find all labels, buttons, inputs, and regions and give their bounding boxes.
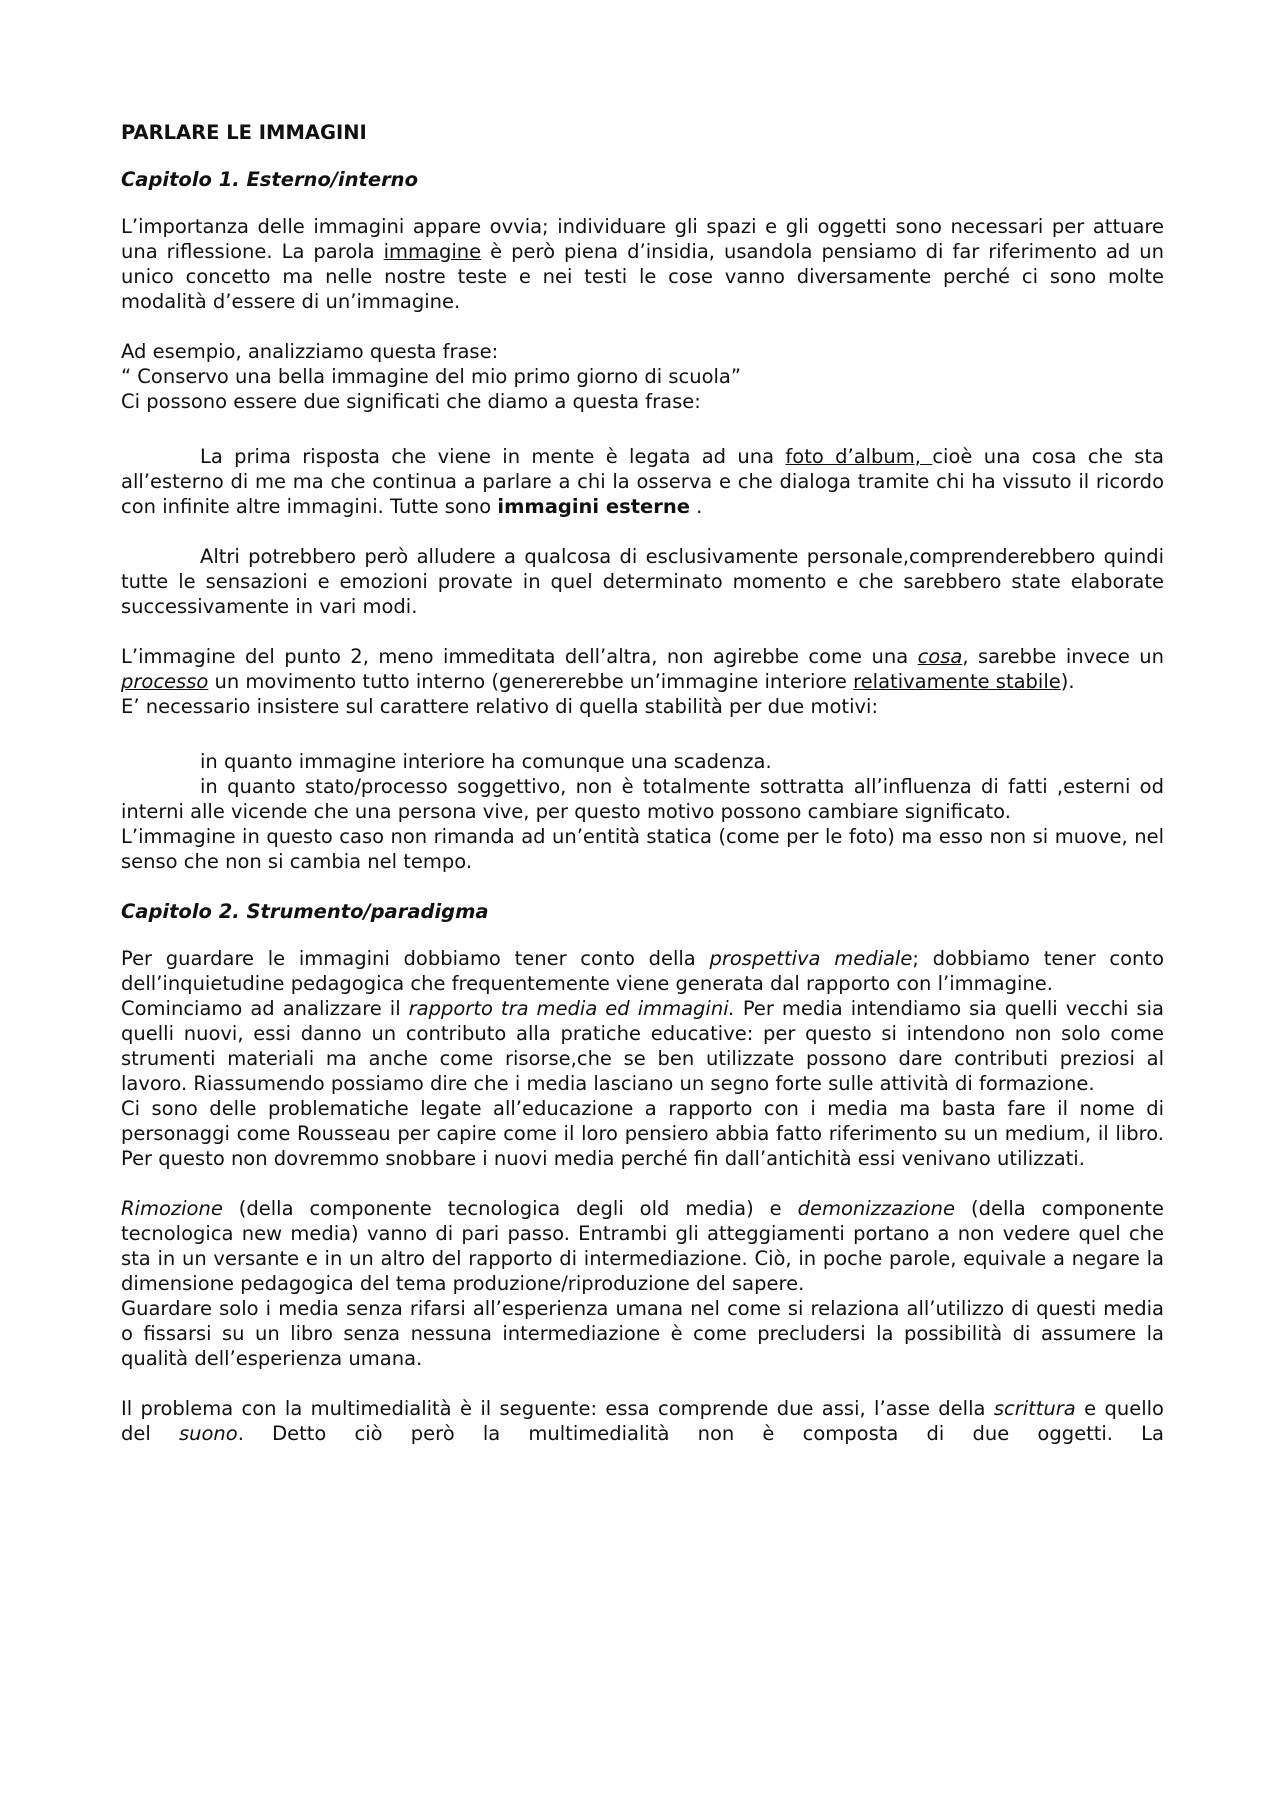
list-item: in quanto immagine interiore ha comunque una scadenza. — [200, 750, 772, 773]
list-item: in quanto stato/processo soggettivo, non è totalmente sottratta all’influenza di fatti ,esterni od interni alle vicende che una persona vive, per questo motivo possono cambiare significato. — [121, 775, 1164, 823]
paragraph: L’importanza delle immagini appare ovvia; individuare gli spazi e gli oggetti sono necessari per attuare una riflessione. La parola immagine è però piena d’insidia, usandola pensiamo di far riferimento ad un unico concetto ma nelle nostre teste e nei testi le cose vanno diversamente perché ci sono molte modalità d’essere di un’immagine. — [121, 215, 1164, 313]
example-intro: Ad esempio, analizziamo questa frase: — [121, 340, 499, 363]
italic-term: Rimozione — [121, 1197, 223, 1220]
paragraph: E’ necessario insistere sul carattere relativo di quella stabilità per due motivi: — [121, 695, 879, 718]
paragraph: Il problema con la multimedialità è il seguente: essa comprende due assi, l’asse della scrittura e quello del suono. Detto ciò però la multimedialità non è composta di due oggetti. La — [121, 1397, 1164, 1445]
paragraph: Guardare solo i media senza rifarsi all’esperienza umana nel come si relaziona all’utilizzo di questi media o fissarsi su un libro senza nessuna intermediazione è come precludersi la possibilità di assumere la qualità dell’esperienza umana. — [121, 1297, 1164, 1370]
underlined-term: processo — [121, 670, 209, 693]
italic-term: prospettiva mediale — [709, 947, 913, 970]
chapter-1-heading: Capitolo 1. Esterno/interno — [121, 168, 418, 191]
example-quote: “ Conservo una bella immagine del mio primo giorno di scuola” — [121, 365, 741, 388]
underlined-term: immagine — [383, 240, 482, 263]
italic-term: scrittura — [993, 1397, 1076, 1420]
paragraph: Per guardare le immagini dobbiamo tener conto della prospettiva mediale; dobbiamo tener conto dell’inquietudine pedagogica che frequentemente viene generata dal rapporto con l’immagine. — [121, 947, 1164, 995]
paragraph: Rimozione (della componente tecnologica degli old media) e demonizzazione (della componente tecnologica new media) vanno di pari passo. Entrambi gli atteggiamenti portano a non vedere quel che sta in un versante e in un altro del rapporto di intermediazione. Ciò, in poche parole, equivale a negare la dimensione pedagogica del tema produzione/riproduzione del sapere. — [121, 1197, 1164, 1295]
example-question: Ci possono essere due significati che diamo a questa frase: — [121, 390, 701, 413]
document-body — [121, 120, 1164, 1446]
underlined-term: cosa — [917, 645, 963, 668]
paragraph: La prima risposta che viene in mente è legata ad una foto d’album, cioè una cosa che sta all’esterno di me ma che continua a parlare a chi la osserva e che dialoga tramite chi ha vissuto il ricordo con infinite altre immagini. Tutte sono immagini esterne . — [121, 445, 1164, 518]
paragraph: Ci sono delle problematiche legate all’educazione a rapporto con i media ma basta fare il nome di personaggi come Rousseau per capire come il loro pensiero abbia fatto riferimento su un medium, il libro. Per questo non dovremmo snobbare i nuovi media perché fin dall’antichità essi venivano utilizzati. — [121, 1097, 1164, 1170]
paragraph: L’immagine del punto 2, meno immeditata dell’altra, non agirebbe come una cosa, sarebbe invece un processo un movimento tutto interno (genererebbe un’immagine interiore relativamente stabile). — [121, 645, 1164, 693]
bold-term: immagini esterne — [497, 495, 690, 518]
paragraph: Cominciamo ad analizzare il rapporto tra media ed immagini. Per media intendiamo sia quelli vecchi sia quelli nuovi, essi danno un contributo alla pratiche educative: per questo si intendono non solo come strumenti materiali ma anche come risorse,che se ben utilizzate possono dare contributi preziosi al lavoro. Riassumendo possiamo dire che i media lasciano un segno forte sulle attività di formazione. — [121, 997, 1164, 1095]
italic-term: suono — [178, 1422, 238, 1445]
paragraph: L’immagine in questo caso non rimanda ad un’entità statica (come per le foto) ma esso non si muove, nel senso che non si cambia nel tempo. — [121, 825, 1164, 873]
italic-term: rapporto tra media ed immagini. — [408, 997, 735, 1020]
chapter-2-heading: Capitolo 2. Strumento/paradigma — [121, 900, 489, 923]
italic-term: demonizzazione — [797, 1197, 956, 1220]
document-title: PARLARE LE IMMAGINI — [121, 121, 367, 144]
paragraph: Altri potrebbero però alludere a qualcosa di esclusivamente personale,comprenderebbero quindi tutte le sensazioni e emozioni provate in quel determinato momento e che sarebbero state elaborate successivamente in vari modi. — [121, 545, 1164, 618]
underlined-term: relativamente stabile — [853, 670, 1061, 693]
underlined-term: foto d’album, — [785, 445, 933, 468]
